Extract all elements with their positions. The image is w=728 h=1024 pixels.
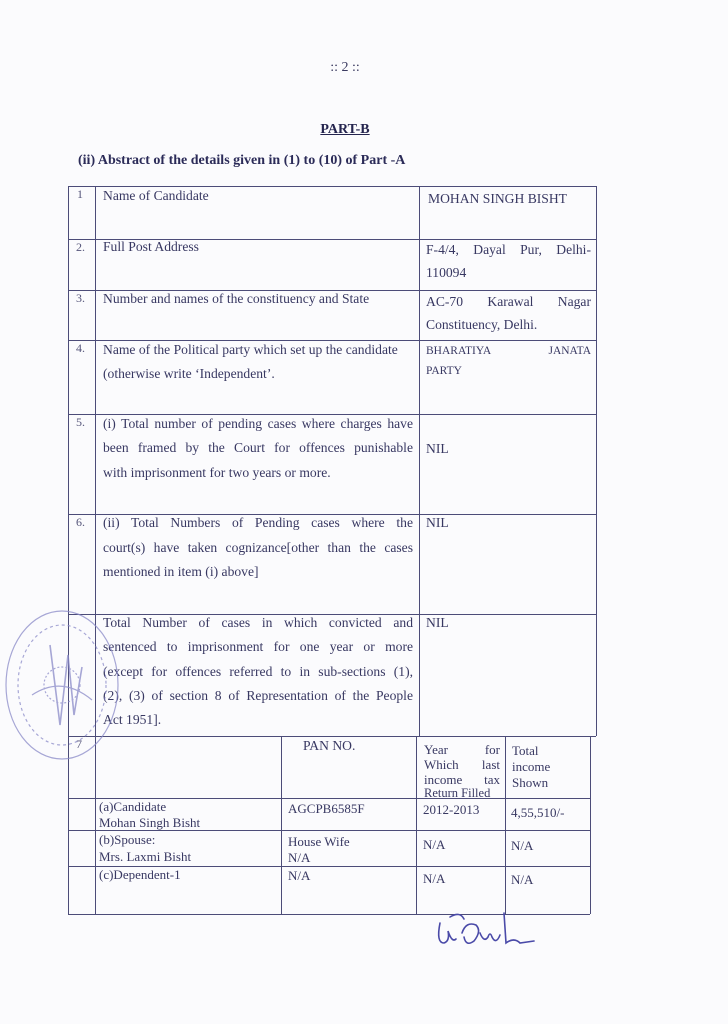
field-label: Name of the Political party which set up the candidate: [103, 342, 398, 357]
income-column-header: Shown: [512, 775, 549, 790]
field-label: (2), (3) of section 8 of Representation of the People: [103, 688, 413, 703]
field-value: 110094: [426, 265, 467, 280]
row-number: 3.: [76, 291, 85, 305]
row-number: 6.: [76, 515, 85, 529]
field-label: with imprisonment for two years or more.: [103, 465, 331, 480]
field-label: Total Number of cases in which convicted and: [103, 615, 413, 630]
field-value: F-4/4, Dayal Pur, Delhi-: [426, 242, 591, 257]
field-value: AC-70 Karawal Nagar: [426, 294, 591, 309]
year-value: N/A: [423, 837, 446, 852]
row-number: 1: [77, 187, 83, 201]
field-value: NIL: [426, 615, 449, 630]
field-value: PARTY: [426, 365, 462, 377]
pan-value: N/A: [288, 850, 311, 865]
pan-value: N/A: [288, 868, 311, 883]
person-label: Mrs. Laxmi Bisht: [99, 849, 192, 864]
person-label: Mohan Singh Bisht: [99, 815, 201, 830]
pan-column-header: PAN NO.: [303, 738, 356, 753]
year-column-header: Which last: [424, 757, 500, 772]
year-value: N/A: [423, 871, 446, 886]
row-number: 4.: [76, 341, 85, 355]
page-number: :: 2 ::: [330, 60, 360, 75]
row-number: 5.: [76, 415, 85, 429]
field-label: (i) Total number of pending cases where charges have: [103, 416, 413, 431]
income-column-header: income: [512, 759, 551, 774]
person-label: (c)Dependent-1: [99, 867, 181, 882]
year-column-header: income tax: [424, 772, 500, 787]
official-stamp-icon: [2, 605, 120, 765]
pan-value: AGCPB6585F: [288, 801, 365, 816]
row-number: 7: [76, 737, 82, 751]
field-value: Constituency, Delhi.: [426, 317, 538, 332]
field-label: been framed by the Court for offences punishable: [103, 440, 413, 455]
person-label: (b)Spouse:: [99, 832, 156, 847]
income-value: 4,55,510/-: [511, 805, 565, 820]
field-label: (ii) Total Numbers of Pending cases where the: [103, 515, 413, 530]
row-number: 2.: [76, 240, 85, 254]
pan-value: House Wife: [288, 834, 350, 849]
field-value: BHARATIYA JANATA: [426, 345, 591, 357]
section-title: (ii) Abstract of the details given in (1) to (10) of Part -A: [78, 153, 406, 168]
field-label: Full Post Address: [103, 239, 199, 254]
field-label: Name of Candidate: [103, 188, 209, 203]
field-label: Number and names of the constituency and State: [103, 291, 370, 306]
field-value: MOHAN SINGH BISHT: [428, 191, 567, 206]
person-label: (a)Candidate: [99, 799, 167, 814]
field-value: NIL: [426, 441, 449, 456]
field-label: Act 1951].: [103, 712, 162, 727]
field-value: NIL: [426, 515, 449, 530]
income-value: N/A: [511, 872, 534, 887]
signature-icon: [430, 903, 540, 953]
field-label: court(s) have taken cognizance[other than the cases: [103, 540, 413, 555]
year-column-header: Return Filled: [424, 786, 491, 800]
field-label: (otherwise write ‘Independent’.: [103, 366, 275, 381]
year-value: 2012-2013: [423, 802, 480, 817]
income-column-header: Total: [512, 743, 539, 758]
income-value: N/A: [511, 838, 534, 853]
field-label: mentioned in item (i) above]: [103, 564, 259, 579]
field-label: (except for offences referred to in sub-sections (1),: [103, 664, 413, 679]
field-label: sentenced to imprisonment for one year or more: [103, 639, 413, 654]
year-column-header: Year for: [424, 742, 500, 757]
part-title: PART-B: [320, 122, 370, 137]
